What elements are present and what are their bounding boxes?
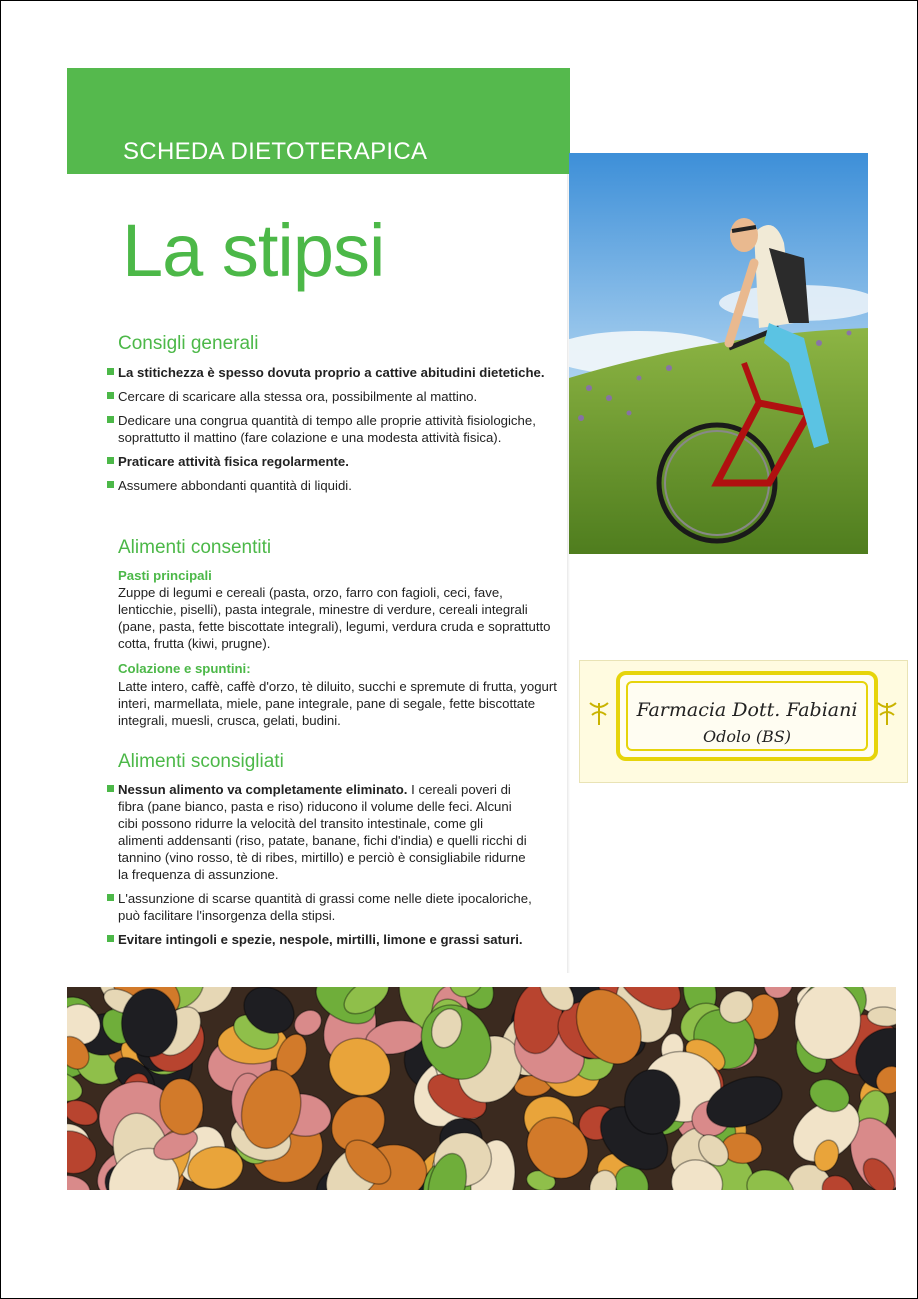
paragraph-pasti: Zuppe di legumi e cereali (pasta, orzo, farro con fagioli, ceci, fave, lenticchie, piselli), pasta integrale, minestre di verdure, cereali integrali (pane, pasta, fette biscottate integrali), legumi, verdura cruda e soprattutto cotta, frutta (kiwi, prugne).	[118, 585, 551, 651]
bullet-square-icon	[107, 935, 114, 942]
caduceus-icon	[586, 697, 612, 727]
pharmacy-name: Farmacia Dott. Fabiani	[636, 699, 858, 721]
subtitle-colazione: Colazione e spuntini:	[118, 661, 251, 676]
section-title-consentiti: Alimenti consentiti	[118, 537, 272, 558]
list-item: Dedicare una congrua quantità di tempo alle proprie attività fisiologiche, soprattutto il mattino (fare colazione e una modesta attività fisica).	[107, 412, 548, 446]
bullet-square-icon	[107, 785, 114, 792]
header-band	[67, 68, 570, 174]
page-title: La stipsi	[122, 209, 385, 292]
sconsigliati-list	[107, 781, 532, 955]
subtitle-pasti: Pasti principali	[118, 568, 212, 583]
bullet-square-icon	[107, 481, 114, 488]
header-label: SCHEDA DIETOTERAPICA	[123, 138, 428, 165]
bullet-square-icon	[107, 368, 114, 375]
list-item: La stitichezza è spesso dovuta proprio a cattive abitudini dietetiche.	[107, 364, 557, 381]
list-item: Nessun alimento va completamente eliminato. I cereali poveri di fibra (pane bianco, pasta e riso) riducono il volume delle feci. Alcuni cibi possono ridurre la velocità del transito intestinale, come gli alimenti addensanti (riso, patate, banane, fichi d'india) e quelli ricchi di tannino (vino rosso, tè di ribes, mirtillo) e perciò è consigliabile ridurne la frequenza di assunzione.	[107, 781, 532, 883]
bullet-square-icon	[107, 392, 114, 399]
list-item: Assumere abbondanti quantità di liquidi.	[107, 477, 557, 494]
bullet-square-icon	[107, 416, 114, 423]
bullet-square-icon	[107, 894, 114, 901]
consigli-list	[107, 364, 557, 501]
list-item: Evitare intingoli e spezie, nespole, mirtilli, limone e grassi saturi.	[107, 931, 558, 948]
pharmacy-city: Odolo (BS)	[702, 727, 792, 746]
legumes-photo	[67, 987, 896, 1190]
list-item: L'assunzione di scarse quantità di grassi come nelle diete ipocaloriche, può facilitare l'insorgenza della stipsi.	[107, 890, 532, 924]
paragraph-colazione: Latte intero, caffè, caffè d'orzo, tè diluito, succhi e spremute di frutta, yogurt interi, marmellata, miele, pane integrale, pane di segale, fette biscottate integrali, muesli, crusca, gelati, budini.	[118, 679, 557, 728]
pharmacy-sign	[579, 660, 908, 783]
bullet-square-icon	[107, 457, 114, 464]
caduceus-icon	[874, 697, 900, 727]
section-title-consigli: Consigli generali	[118, 333, 259, 354]
cyclist-photo	[569, 153, 868, 554]
list-item: Cercare di scaricare alla stessa ora, possibilmente al mattino.	[107, 388, 557, 405]
pharmacy-frame	[616, 671, 878, 761]
list-item: Praticare attività fisica regolarmente.	[107, 453, 557, 470]
section-title-sconsigliati: Alimenti sconsigliati	[118, 751, 284, 772]
